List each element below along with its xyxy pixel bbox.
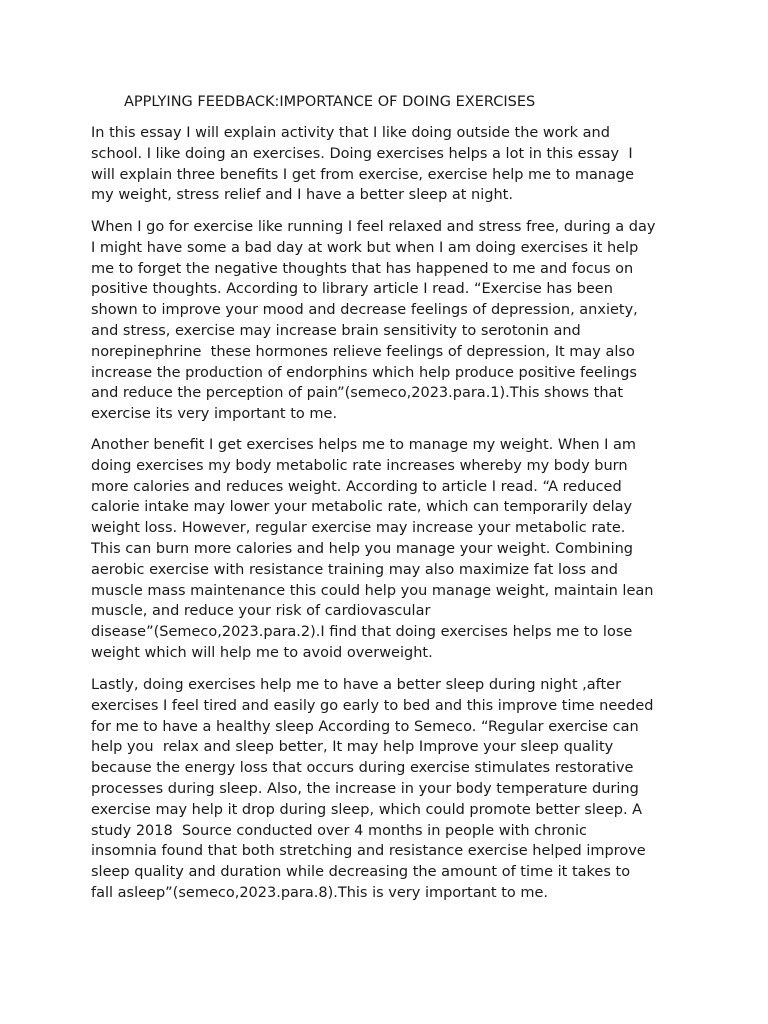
text-line: because the energy loss that occurs during exercise stimulates restorative — [91, 760, 634, 777]
text-line: weight which will help me to avoid overweight. — [91, 644, 433, 661]
paragraph-weight-management — [91, 435, 653, 664]
text-line: insomnia found that both stretching and resistance exercise helped improve — [91, 843, 646, 860]
text-line: exercise may help it drop during sleep, which could promote better sleep. A — [91, 801, 643, 818]
text-line: doing exercises my body metabolic rate increases whereby my body burn — [91, 457, 628, 474]
text-line: aerobic exercise with resistance training may also maximize fat loss and — [91, 561, 618, 578]
text-line: This can burn more calories and help you manage your weight. Combining — [91, 540, 633, 557]
text-line: shown to improve your mood and decrease feelings of depression, anxiety, — [91, 302, 638, 319]
text-line: Lastly, doing exercises help me to have a better sleep during night ,after — [91, 677, 622, 693]
text-line: sleep quality and duration while decreasing the amount of time it takes to — [91, 864, 631, 881]
text-line: muscle, and reduce your risk of cardiovascular — [91, 603, 431, 620]
paragraph-stress-relief — [91, 217, 655, 425]
text-line: weight loss. However, regular exercise may increase your metabolic rate. — [91, 520, 626, 537]
text-line: school. I like doing an exercises. Doing exercises helps a lot in this essay I — [91, 145, 633, 162]
paragraph-introduction — [91, 123, 634, 206]
text-line: and reduce the perception of pain”(semeco,2023.para.1).This shows that — [91, 385, 624, 402]
text-line: I might have some a bad day at work but when I am doing exercises it help — [91, 239, 639, 256]
text-line: Another benefit I get exercises helps me to manage my weight. When I am — [91, 437, 637, 453]
document-title: APPLYING FEEDBACK:IMPORTANCE OF DOING EXERCISES — [124, 94, 536, 110]
text-line: study 2018 Source conducted over 4 months in people with chronic — [91, 822, 588, 839]
text-line: calorie intake may lower your metabolic rate, which can temporarily delay — [91, 499, 633, 516]
text-line: When I go for exercise like running I feel relaxed and stress free, during a day — [91, 219, 656, 235]
text-line: positive thoughts. According to library article I read. “Exercise has been — [91, 281, 613, 298]
text-line: norepinephrine these hormones relieve feelings of depression, It may also — [91, 343, 635, 360]
text-line: help you relax and sleep better, It may help Improve your sleep quality — [91, 739, 614, 756]
text-line: processes during sleep. Also, the increase in your body temperature during — [91, 780, 639, 797]
text-line: more calories and reduces weight. According to article I read. “A reduced — [91, 478, 622, 495]
text-line: will explain three benefits I get from exercise, exercise help me to manage — [91, 166, 635, 183]
text-line: my weight, stress relief and I have a better sleep at night. — [91, 187, 513, 204]
text-line: In this essay I will explain activity that I like doing outside the work and — [91, 125, 610, 141]
text-line: exercises I feel tired and easily go early to bed and this improve time needed — [91, 697, 654, 714]
paragraph-better-sleep — [91, 675, 654, 904]
text-line: exercise its very important to me. — [91, 406, 338, 423]
text-line: and stress, exercise may increase brain sensitivity to serotonin and — [91, 322, 581, 339]
text-line: increase the production of endorphins which help produce positive feelings — [91, 364, 637, 381]
text-line: fall asleep”(semeco,2023.para.8).This is very important to me. — [91, 884, 549, 901]
text-line: muscle mass maintenance this could help you manage weight, maintain lean — [91, 582, 654, 599]
text-line: me to forget the negative thoughts that has happened to me and focus on — [91, 260, 634, 277]
text-line: for me to have a healthy sleep According to Semeco. “Regular exercise can — [91, 718, 639, 735]
text-line: disease”(Semeco,2023.para.2).I find that doing exercises helps me to lose — [91, 624, 633, 641]
